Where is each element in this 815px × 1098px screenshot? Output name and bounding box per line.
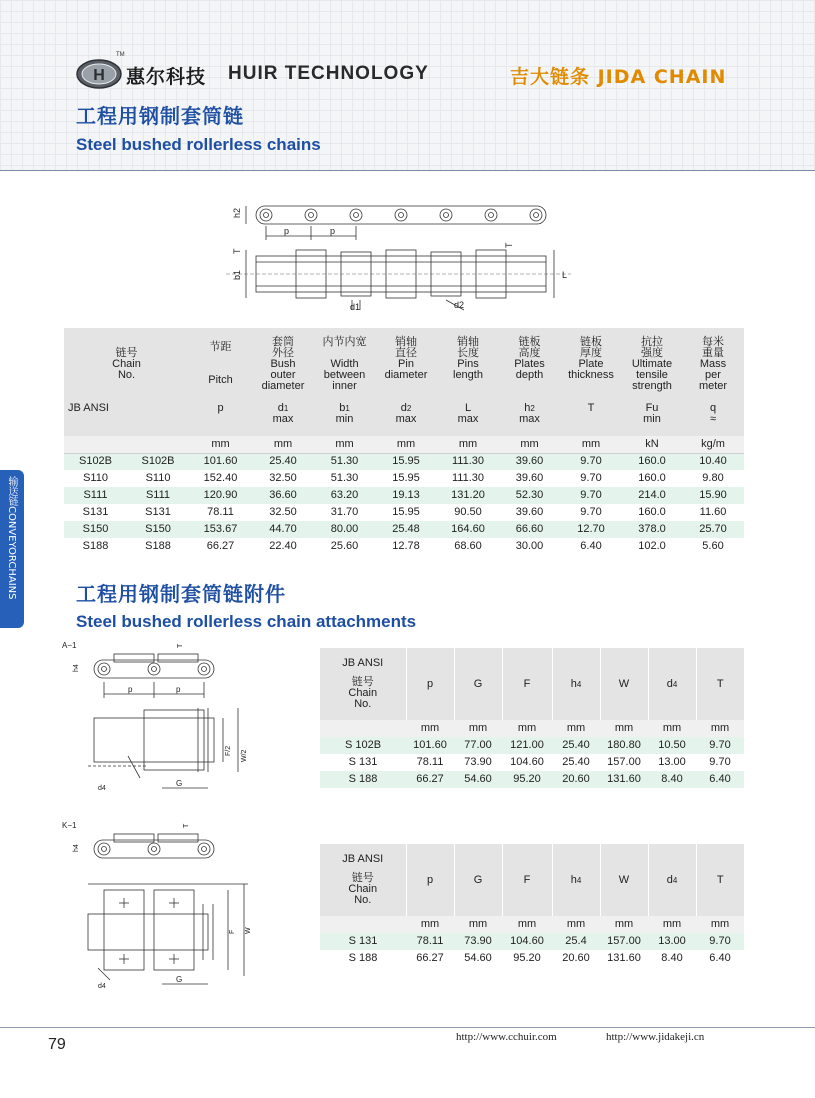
attachment-a1-drawing [58,638,258,798]
att-col-h4-sym: h [570,873,577,886]
header-pin-dia-en: Pin [398,357,414,370]
unit-cell: mm [406,720,454,737]
att-unit-row [320,916,744,933]
att-col-t: T [696,844,744,916]
unit-cell: mm [314,436,375,453]
header-pitch-cn: 节距 [209,341,232,353]
header-strength-cn: 抗拉 [641,335,663,348]
header-plate-depth-cn2: 高度 [518,346,541,359]
table-cell: 95.20 [502,771,552,788]
table-cell: 13.00 [648,754,696,771]
table-cell: 164.60 [437,521,499,538]
table-cell: 54.60 [454,771,502,788]
table-row [64,453,744,470]
header-plate-thk-cn2: 厚度 [580,346,602,359]
attachments-title-cn: 工程用钢制套筒链附件 [76,582,286,606]
table-cell: 104.60 [502,933,552,950]
table-cell: S188 [64,538,127,555]
page-number: 79 [48,1036,66,1053]
header-mass-en-3: meter [698,379,728,392]
table-cell: 9.70 [696,933,744,950]
att-col-h4-idx: 4 [576,875,582,885]
table-cell: 25.70 [682,521,744,538]
table-row [320,933,744,950]
att-col-h4-sym: h [570,677,577,690]
table-cell: 66.27 [406,771,454,788]
att-head-en2: No. [354,894,372,906]
header-plate-depth-en-2: depth [515,368,544,381]
sym-l-sub: max [457,413,479,425]
table-cell: 78.11 [189,504,252,521]
table-cell: 25.4 [552,933,600,950]
unit-cell: mm [648,720,696,737]
dim-p-label-1: p [128,685,133,694]
dim-t-label-left: T [232,248,242,254]
unit-cell: mm [696,720,744,737]
table-row [64,538,744,555]
table-cell: S110 [127,470,189,487]
unit-cell: mm [648,916,696,933]
table-cell: S110 [64,470,127,487]
table-cell: 15.95 [375,470,437,487]
header-width-en: Width [330,357,359,370]
table-cell: S 188 [320,950,406,967]
sym-b1-index: 1 [345,404,350,413]
table-cell: 101.60 [406,737,454,754]
page-title-cn: 工程用钢制套筒链 [76,104,244,128]
table-cell: 22.40 [252,538,314,555]
sym-h2: h [524,402,531,414]
att-col-d4-sym: d [666,873,673,886]
table-cell: 20.60 [552,771,600,788]
table-cell: 95.20 [502,950,552,967]
header-bush-cn2: 外径 [272,346,294,359]
dim-d4-label: d4 [98,983,106,990]
att-head-en2: No. [354,698,372,710]
sym-d1-sub: max [272,413,294,425]
website-link-cchuir[interactable]: http://www.cchuir.com [456,1031,557,1043]
table-cell: 32.50 [252,470,314,487]
attachments-title-en: Steel bushed rollerless chain attachments [76,612,417,631]
header-pin-dia-en-2: diameter [384,368,428,381]
spec-unit-row [64,436,744,453]
att-head-jb-ansi: JB ANSI [342,657,384,669]
svg-text:H: H [93,67,105,84]
att-col-w: W [600,648,648,720]
sym-d1-index: 1 [283,404,289,413]
footer-divider [0,1027,815,1028]
table-cell: S102B [64,453,127,470]
header-plate-thk-en: Plate [578,357,604,370]
unit-cell: kN [622,436,682,453]
website-link-jidakeji[interactable]: http://www.jidakeji.cn [606,1031,705,1043]
att-col-d4 [648,844,696,916]
dim-d4-label: d4 [98,785,106,792]
table-cell: 80.00 [314,521,375,538]
table-cell: 157.00 [600,754,648,771]
table-row [320,771,744,788]
table-cell: 39.60 [499,504,560,521]
att-unit-row [320,720,744,737]
dim-h2-label: h2 [232,207,242,218]
table-cell: 121.00 [502,737,552,754]
unit-cell: mm [502,720,552,737]
huir-logo-icon [76,58,122,90]
table-row [320,737,744,754]
header-strength-cn2: 强度 [641,346,663,359]
category-side-tab [0,470,24,628]
table-cell: 160.0 [622,470,682,487]
dim-p-label-1: p [284,226,290,236]
unit-cell: mm [375,436,437,453]
attachment-k1-drawing [58,818,258,990]
sym-p: p [217,402,224,414]
unit-cell: mm [252,436,314,453]
table-cell: 90.50 [437,504,499,521]
sym-fu-sub: min [643,413,661,425]
table-cell: 102.0 [622,538,682,555]
table-cell: 78.11 [406,754,454,771]
table-cell: 214.0 [622,487,682,504]
table-cell: 6.40 [696,950,744,967]
table-cell: S111 [127,487,189,504]
table-cell: 111.30 [437,453,499,470]
table-cell: 8.40 [648,950,696,967]
drawing-tag-k1: K−1 [62,821,77,830]
unit-cell: mm [502,916,552,933]
dim-g-label: G [176,779,183,788]
unit-cell: mm [696,916,744,933]
header-plate-thk-en-2: thickness [568,368,614,381]
unit-cell: mm [454,916,502,933]
table-cell: 77.00 [454,737,502,754]
table-cell: 104.60 [502,754,552,771]
table-row [320,754,744,771]
header-pin-len-cn: 销轴 [457,335,479,348]
table-cell: 15.90 [682,487,744,504]
dim-w2-label: W/2 [241,749,248,762]
dim-p-label-2: p [330,226,336,236]
table-cell: S131 [127,504,189,521]
att-col-h4 [552,844,600,916]
table-cell: 131.60 [600,950,648,967]
header-pin-len-en-2: length [453,368,483,381]
unit-cell: mm [437,436,499,453]
chain-technical-drawing [226,196,576,314]
table-cell: 39.60 [499,453,560,470]
table-row [64,504,744,521]
table-cell: 15.95 [375,453,437,470]
partner-brand: 吉大链条 JIDA CHAIN [510,66,727,88]
table-cell: S 131 [320,754,406,771]
att-col-d4-sym: d [666,677,673,690]
sym-l: L [464,402,472,414]
header-mass-en-2: per [705,368,721,381]
dim-t-label: T [183,823,190,828]
dim-g-label: G [176,975,183,984]
table-cell: 25.40 [552,737,600,754]
table-cell: 19.13 [375,487,437,504]
unit-cell: mm [406,916,454,933]
att-col-p: p [406,844,454,916]
dim-t-label-right: T [504,242,514,248]
table-cell: S131 [64,504,127,521]
table-cell: 25.40 [252,453,314,470]
table-cell: S 102B [320,737,406,754]
header-plate-thk-cn: 链板 [580,335,602,348]
header-divider [0,170,815,171]
brand-name-cn: 惠尔科技 [126,66,207,88]
table-cell: S150 [64,521,127,538]
header-plate-depth-en: Plates [514,357,545,370]
dim-h4-label: h4 [73,664,80,672]
table-cell: 9.70 [560,487,622,504]
table-cell: 51.30 [314,453,375,470]
header-pin-len-cn2: 长度 [457,346,479,359]
header-mass-cn2: 重量 [702,346,724,359]
dim-h4-label: h4 [73,844,80,852]
sym-h2-index: 2 [530,404,535,413]
header-strength-en-3: strength [632,379,672,392]
table-cell: 32.50 [252,504,314,521]
table-cell: 39.60 [499,470,560,487]
table-cell: 157.00 [600,933,648,950]
dim-l-label: L [562,270,568,280]
att-col-d4-idx: 4 [672,679,678,689]
table-cell: 25.48 [375,521,437,538]
table-cell: 131.20 [437,487,499,504]
table-cell: 120.90 [189,487,252,504]
att-col-h4 [552,648,600,720]
att-head-cn: 链号 [351,676,374,688]
att-header-row [320,648,744,720]
table-cell: 9.70 [560,470,622,487]
table-cell: 153.67 [189,521,252,538]
header-mass-cn: 每米 [702,335,724,348]
att-head-en1: Chain [348,687,378,699]
table-cell: 10.40 [682,453,744,470]
table-cell: 180.80 [600,737,648,754]
header-bush-en-3: diameter [261,379,305,392]
table-cell: 68.60 [437,538,499,555]
table-cell: 160.0 [622,453,682,470]
sym-d1: d [277,402,284,414]
dim-f2-label: F/2 [225,745,232,756]
table-cell: 111.30 [437,470,499,487]
att-header-row [320,844,744,916]
table-cell: 31.70 [314,504,375,521]
table-cell: 66.60 [499,521,560,538]
table-cell: 30.00 [499,538,560,555]
header-width-en-2: between [323,368,366,381]
table-cell: 25.60 [314,538,375,555]
spec-symbol-row [64,400,744,436]
table-cell: 63.20 [314,487,375,504]
sym-b1-sub: min [335,413,354,425]
att-head-jb-ansi: JB ANSI [342,853,384,865]
table-cell: 15.95 [375,504,437,521]
att-col-g: G [454,648,502,720]
att-col-g: G [454,844,502,916]
unit-cell: mm [189,436,252,453]
att-col-p: p [406,648,454,720]
table-cell: S188 [127,538,189,555]
table-cell: 54.60 [454,950,502,967]
header-chain-en: Chain [112,357,141,370]
table-cell: 131.60 [600,771,648,788]
unit-cell: mm [454,720,502,737]
header-plate-depth-cn: 链板 [518,335,541,348]
table-cell: S150 [127,521,189,538]
table-cell: 78.11 [406,933,454,950]
header-strength-en-2: tensile [636,368,668,381]
table-cell: 9.70 [696,754,744,771]
unit-cell: mm [600,916,648,933]
dim-t-label: T [177,643,184,648]
att-col-h4-idx: 4 [576,679,582,689]
sym-fu: Fu [645,402,659,414]
table-cell: 378.0 [622,521,682,538]
unit-cell: mm [552,916,600,933]
side-tab-label: 输送链CONVEYORCHAINS [6,476,17,600]
table-row [320,950,744,967]
header-chain-cn: 链号 [115,346,138,359]
dim-f-label: F [229,929,236,934]
table-cell: 36.60 [252,487,314,504]
sym-h2-sub: max [519,413,540,425]
att-col-f: F [502,844,552,916]
table-cell: 101.60 [189,453,252,470]
attachment-k1-table [320,844,744,967]
table-cell: 12.70 [560,521,622,538]
table-cell: 44.70 [252,521,314,538]
table-cell: 6.40 [560,538,622,555]
unit-cell: mm [600,720,648,737]
att-head-en1: Chain [348,883,378,895]
table-cell: 152.40 [189,470,252,487]
table-cell: 9.80 [682,470,744,487]
table-cell: 20.60 [552,950,600,967]
table-cell: 11.60 [682,504,744,521]
table-cell: 25.40 [552,754,600,771]
table-cell: 9.70 [560,453,622,470]
table-cell: 73.90 [454,933,502,950]
dim-w-label: W [245,927,252,934]
drawing-tag-a1: A−1 [62,641,77,650]
sym-q-sub: ≈ [709,413,717,425]
att-col-w: W [600,844,648,916]
table-cell: 8.40 [648,771,696,788]
header-bush-en: Bush [270,357,296,370]
table-cell: 9.70 [696,737,744,754]
unit-cell: mm [560,436,622,453]
table-cell: 10.50 [648,737,696,754]
dim-d1-label: d1 [350,302,361,312]
table-cell: 160.0 [622,504,682,521]
unit-cell: mm [552,720,600,737]
header-chain-en-2: No. [117,368,136,381]
brand-name-en: HUIR TECHNOLOGY [228,63,429,84]
sym-d2-index: 2 [406,404,412,413]
header-width-en-3: inner [332,379,357,392]
att-col-d4-idx: 4 [672,875,678,885]
table-cell: 5.60 [682,538,744,555]
chain-spec-table [64,328,744,555]
table-row [64,470,744,487]
table-cell: S111 [64,487,127,504]
header-pitch-en: Pitch [208,374,233,386]
header-bush-en-2: outer [270,368,296,381]
header-bush-cn: 套筒 [272,335,294,348]
att-col-t: T [696,648,744,720]
header-width-cn: 内节内宽 [322,335,367,348]
table-row [64,487,744,504]
jb-ansi-label: JB ANSI [68,402,109,414]
header-strength-en: Ultimate [631,357,673,370]
trademark-mark: TM [116,52,125,58]
sym-q: q [709,402,717,414]
dim-b1-label: b1 [232,269,242,280]
header-mass-en: Mass [699,357,727,370]
sym-b1: b [339,402,346,414]
attachment-a1-table [320,648,744,788]
header-pin-dia-cn2: 直径 [395,346,417,359]
table-cell: 6.40 [696,771,744,788]
unit-cell: mm [499,436,560,453]
att-col-d4 [648,648,696,720]
unit-cell: kg/m [682,436,744,453]
header-pin-len-en: Pins [457,357,479,370]
dim-p-label-2: p [176,685,181,694]
header-pin-dia-cn: 销轴 [395,335,417,348]
table-cell: 66.27 [406,950,454,967]
table-cell: 52.30 [499,487,560,504]
table-cell: 13.00 [648,933,696,950]
page-title-en: Steel bushed rollerless chains [76,135,321,154]
table-cell: 66.27 [189,538,252,555]
table-cell: S 131 [320,933,406,950]
table-cell: S 188 [320,771,406,788]
page-header [0,0,815,170]
att-col-f: F [502,648,552,720]
sym-d2-sub: max [395,413,417,425]
att-head-cn: 链号 [351,872,374,884]
table-cell: 51.30 [314,470,375,487]
spec-header-row [64,328,744,400]
sym-t: T [587,402,595,414]
table-cell: 12.78 [375,538,437,555]
table-row [64,521,744,538]
sym-d2: d [400,402,407,414]
table-cell: 73.90 [454,754,502,771]
dim-d2-label: d2 [454,300,465,310]
table-cell: S102B [127,453,189,470]
table-cell: 9.70 [560,504,622,521]
